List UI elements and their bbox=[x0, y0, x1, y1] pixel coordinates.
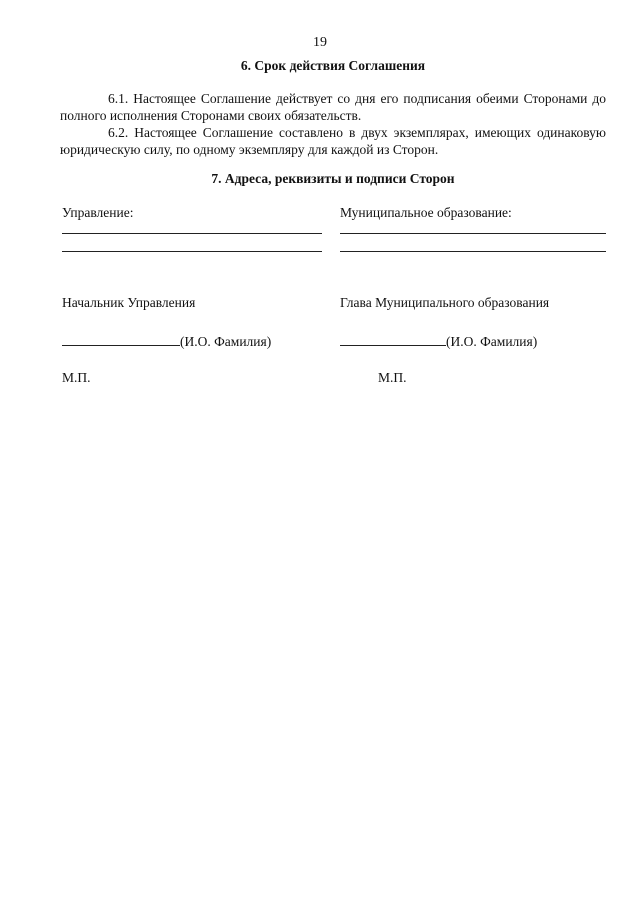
page-number: 19 bbox=[313, 35, 327, 50]
paragraph-6-1-label: 6.1. bbox=[108, 91, 129, 106]
section-6-body bbox=[60, 90, 606, 158]
paragraph-6-1-text: Настоящее Соглашение действует со дня его подписания обеими Сторонами до полного исполнения Сторонами своих обязательств. bbox=[60, 91, 607, 123]
right-requisites-line-2 bbox=[340, 251, 606, 252]
left-signature-line bbox=[62, 331, 180, 346]
right-signature-line bbox=[340, 331, 446, 346]
left-signatory-title: Начальник Управления bbox=[62, 295, 196, 310]
right-seal-mark: М.П. bbox=[378, 370, 407, 385]
left-requisites-line-1 bbox=[62, 233, 322, 234]
section-6-title: 6. Срок действия Соглашения bbox=[240, 58, 426, 73]
paragraph-6-2 bbox=[60, 124, 606, 158]
left-party-label: Управление: bbox=[62, 205, 134, 220]
left-signature-caption: (И.О. Фамилия) bbox=[180, 334, 272, 349]
left-seal-mark: М.П. bbox=[62, 370, 91, 385]
right-party-label: Муниципальное образование: bbox=[340, 205, 512, 220]
left-signature-block bbox=[62, 331, 324, 350]
section-7-title: 7. Адреса, реквизиты и подписи Сторон bbox=[211, 171, 455, 186]
right-requisites-line-1 bbox=[340, 233, 606, 234]
paragraph-6-1 bbox=[60, 90, 606, 124]
right-signature-caption: (И.О. Фамилия) bbox=[446, 334, 538, 349]
paragraph-6-2-text: Настоящее Соглашение составлено в двух экземплярах, имеющих одинаковую юридическую силу, по одному экземпляру для каждой из Сторон. bbox=[60, 125, 606, 157]
left-requisites-line-2 bbox=[62, 251, 322, 252]
right-signature-block bbox=[340, 331, 606, 350]
paragraph-6-2-label: 6.2. bbox=[108, 125, 129, 140]
right-signatory-title: Глава Муниципального образования bbox=[340, 295, 550, 310]
